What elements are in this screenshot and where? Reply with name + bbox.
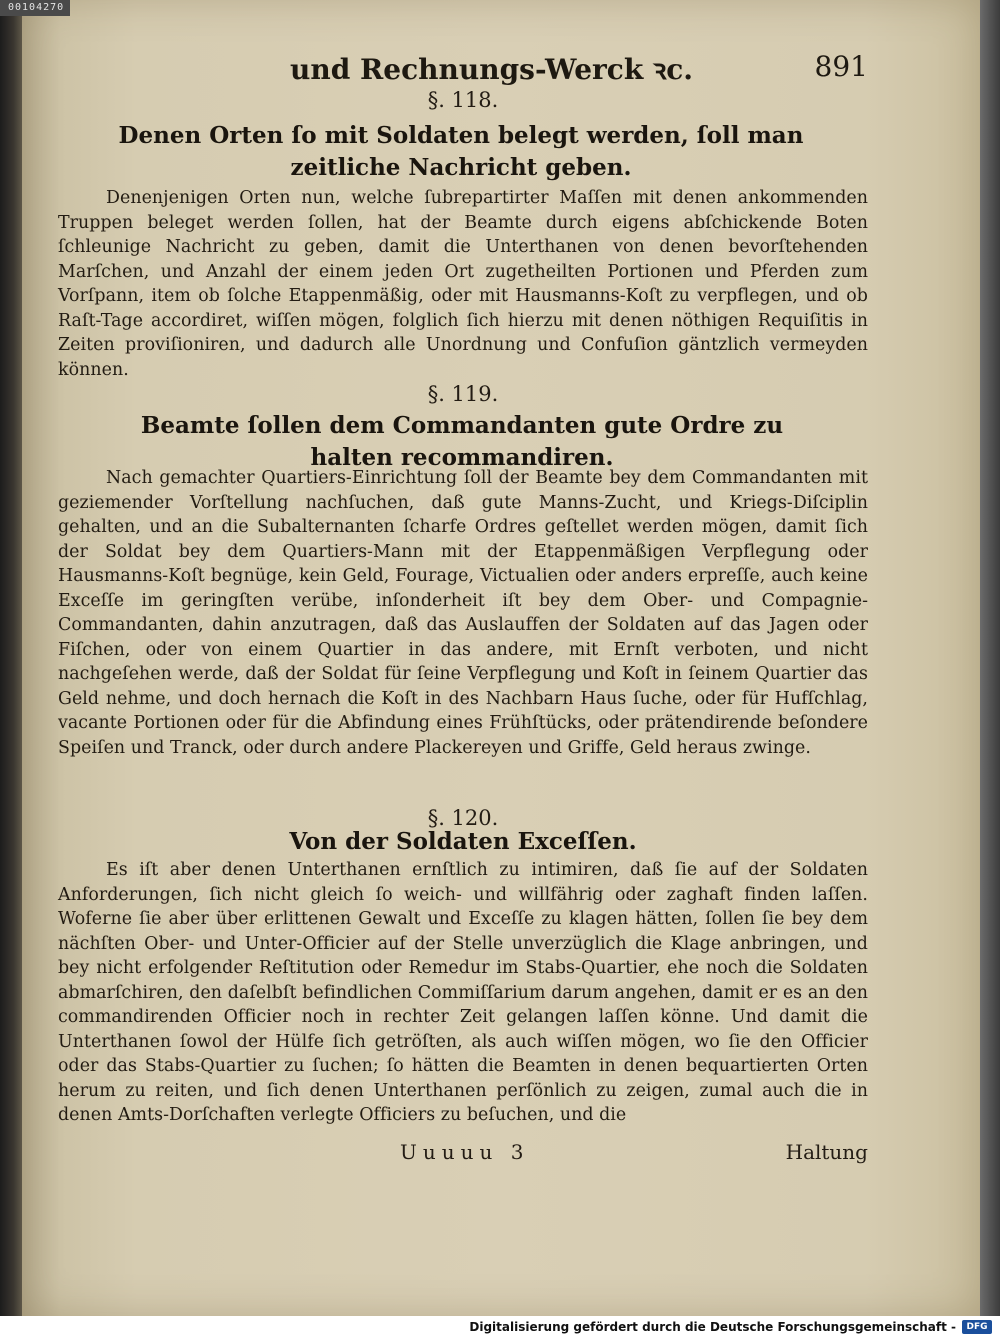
section-number: §. 118. [427, 88, 499, 112]
section-heading: Denen Orten ſo mit Soldaten belegt werden, ſoll man zeitliche Nachricht geben. [118, 122, 804, 181]
catchword: Haltung [785, 1140, 868, 1164]
section-number: §. 119. [427, 382, 499, 406]
signature-mark: Uuuuu 3 [400, 1140, 530, 1164]
page-header [58, 44, 868, 84]
section-heading: Beamte ſollen dem Commandanten gute Ordre zu halten recommandiren. [140, 412, 784, 471]
section-body: Es iſt aber denen Unterthanen ernſtlich zu intimiren, daß ſie auf der Soldaten Anforderungen, ſich nicht gleich ſo weich- und willfährig oder zaghaft finden laſſen. Woferne ſie aber über erlittenen Gewalt und Exceſſe zu klagen hätten, ſollen ſie bey dem nächſten Ober- und Unter-Officier auf der Stelle unverzüglich die Klage anbringen, und bey nicht erfolgender Reſtitution oder Remedur im Stabs-Quartier, ehe noch die Soldaten abmarſchiren, den daſelbſt befindlichen Commiſſarium darum angehen, damit er es an den commandirenden Officier noch in rechter Zeit gelangen laſſen könne. Und damit die Unterthanen ſowol der Hülfe ſich getröſten, als auch wiſſen mögen, wo ſie den Officier oder das Stabs-Quartier zu ſuchen; ſo hätten die Beamten in denen bequartierten Orten herum zu reiten, und ſich denen Unterthanen perſönlich zu zeigen, zumal auch die in denen Amts-Dorſchaften verlegte Officiers zu beſuchen, und die [58, 860, 868, 1125]
scan-signature-label: 00104270 [8, 2, 65, 13]
digitization-footer [0, 1316, 1000, 1339]
section-body: Denenjenigen Orten nun, welche ſubrepartirter Maſſen mit denen ankommenden Truppen beleget werden ſollen, hat der Beamte durch eigens abſchickende Boten ſchleunige Nachricht zu geben, damit die Unterthanen von denen bevorſtehenden Marſchen, und Anzahl der einem jeden Ort zugetheilten Portionen und Pferden zum Vorſpann, item ob ſolche Etappenmäßig, oder mit Hausmanns-Koſt zu verpflegen, und ob Raſt-Tage accordiret, wiſſen mögen, folglich ſich hierzu mit denen nöthigen Requiſitis in Zeiten proviſioniren, und dadurch alle Unordnung und Confuſion gäntzlich vermeyden können. [58, 188, 868, 380]
running-title: und Rechnungs-Werck ꝛc. [290, 53, 694, 86]
section-body: Nach gemachter Quartiers-Einrichtung ſoll der Beamte bey dem Commandanten mit geziemender Vorſtellung nachſuchen, daß gute Manns-Zucht, und Kriegs-Diſciplin gehalten, und an die Subalternanten ſcharfe Ordres geſtellet werden mögen, damit ſich der Soldat bey dem Quartiers-Mann mit der Etappenmäßigen Verpflegung oder Hausmanns-Koſt begnüge, kein Geld, Fourage, Victualien oder anders erpreſſe, auch keine Exceſſe im geringſten verübe, inſonderheit iſt bey dem Ober- und Compagnie-Commandanten, dahin anzutragen, daß das Auslauffen der Soldaten auf das Jagen oder Fiſchen, oder von einem Quartier in das andere, mit Ernſt verboten, und nicht nachgeſehen werde, daß der Soldat für ſeine Verpflegung und Koſt in ſeinem Quartier das Geld nehme, und doch hernach die Koſt in des Nachbarn Haus ſuche, oder für Hufſchlag, vacante Portionen oder für die Abfindung eines Frühſtücks, oder prätendirende beſondere Speiſen und Tranck, oder durch andere Plackereyen und Griffe, Geld heraus zwinge. [58, 468, 868, 758]
dfg-logo-icon: DFG [962, 1320, 992, 1334]
page-edge [980, 0, 1000, 1316]
section-heading: Von der Soldaten Exceſſen. [289, 828, 637, 855]
section-number: §. 120. [427, 806, 499, 830]
page-number: 891 [814, 50, 868, 83]
funding-credit: Digitalisierung gefördert durch die Deutsche Forschungsgemeinschaft - [469, 1320, 956, 1334]
